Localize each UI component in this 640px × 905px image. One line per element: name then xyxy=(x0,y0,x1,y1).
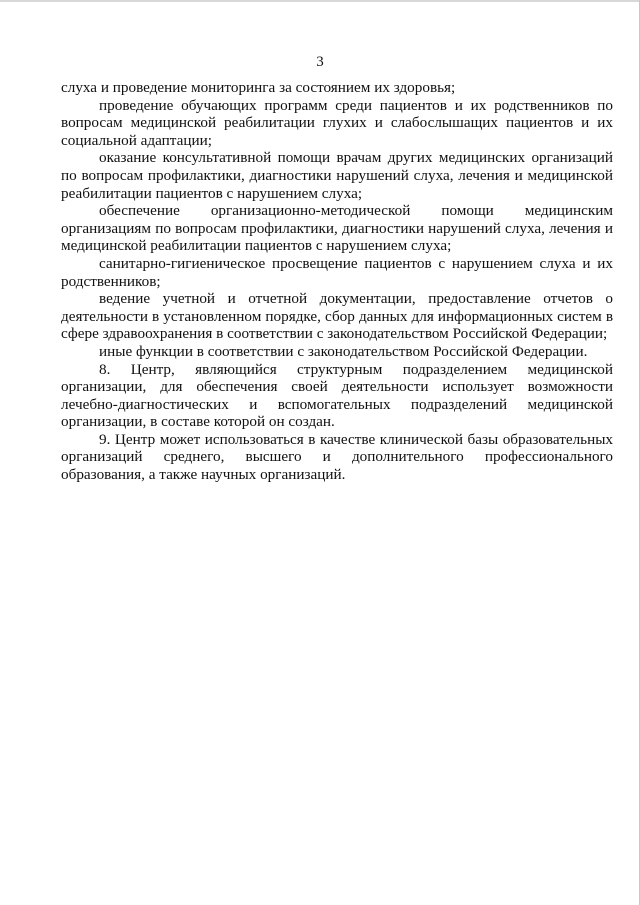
scan-edge-top xyxy=(0,0,640,2)
paragraph-training-programs: проведение обучающих программ среди пациентов и их родственников по вопросам медицинской реабилитации глухих и слабослышащих пациентов и их социальной адаптации; xyxy=(61,96,613,149)
body-text xyxy=(61,79,613,484)
paragraph-other-functions: иные функции в соответствии с законодательством Российской Федерации. xyxy=(99,342,588,360)
paragraph-sanitary-education: санитарно-гигиеническое просвещение пациентов с нарушением слуха и их родственников; xyxy=(61,254,613,290)
paragraph-item-9: 9. Центр может использоваться в качестве клинической базы образовательных организаций среднего, высшего и дополнительного профессионального образования, а также научных организаций. xyxy=(61,430,613,484)
paragraph-continuation: слуха и проведение мониторинга за состоянием их здоровья; xyxy=(61,79,456,96)
paragraph-documentation: ведение учетной и отчетной документации, предоставление отчетов о деятельности в установленном порядке, сбор данных для информационных систем в сфере здравоохранения в соответствии с законодательством Российской Федерации; xyxy=(61,290,613,343)
paragraph-consultative-help: оказание консультативной помощи врачам других медицинских организаций по вопросам профилактики, диагностики нарушений слуха, лечения и медицинской реабилитации пациентов с нарушением слуха; xyxy=(61,149,613,202)
paragraph-methodical-help: обеспечение организационно-методической помощи медицинским организациям по вопросам профилактики, диагностики нарушений слуха, лечения и медицинской реабилитации пациентов с нарушением слуха; xyxy=(61,202,613,255)
page-number: 3 xyxy=(316,54,324,70)
paragraph-item-8: 8. Центр, являющийся структурным подразделением медицинской организации, для обеспечения своей деятельности использует возможности лечебно-диагностических и вспомогательных подразделений медицинской организации, в составе которой он создан. xyxy=(61,360,613,431)
